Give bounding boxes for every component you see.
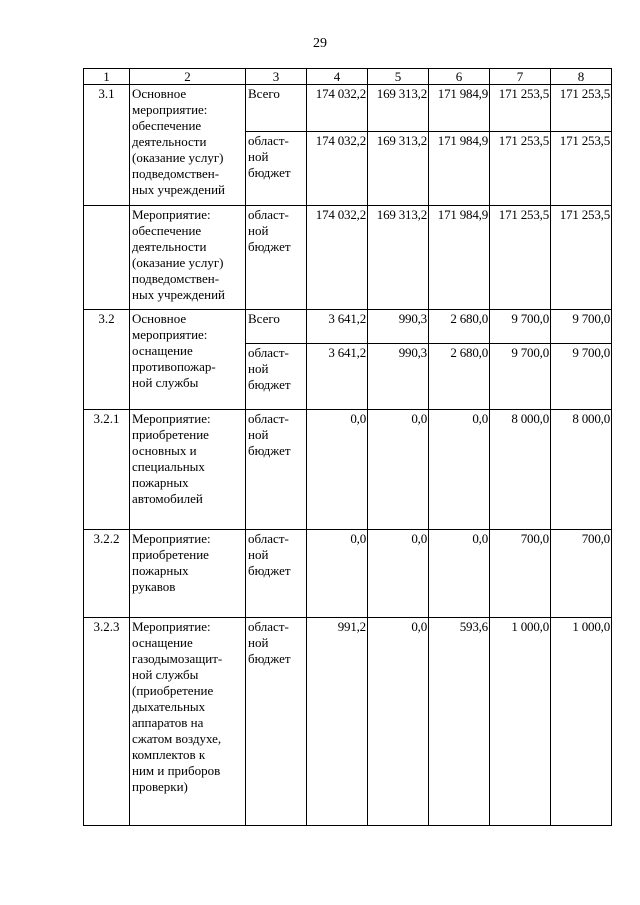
funding-source: [246, 410, 307, 530]
value-cell: 171 984,9: [429, 132, 490, 206]
funding-source: [246, 310, 307, 344]
value-cell: 171 253,5: [490, 132, 551, 206]
value-cell: 990,3: [368, 310, 429, 344]
value-cell: 9 700,0: [551, 344, 612, 410]
measure-name: [130, 85, 246, 206]
value-cell: 169 313,2: [368, 206, 429, 310]
value-cell: 3 641,2: [307, 310, 368, 344]
value-cell: 0,0: [429, 410, 490, 530]
value-cell: 3 641,2: [307, 344, 368, 410]
header-cell: 5: [368, 69, 429, 85]
value-cell: 0,0: [368, 530, 429, 618]
value-cell: 171 253,5: [490, 85, 551, 132]
measure-name-text: Мероприятие: приобретение пожарных рукавов: [132, 531, 211, 594]
value-cell: 991,2: [307, 618, 368, 826]
funding-source: [246, 530, 307, 618]
funding-source-text: област- ной бюджет: [248, 207, 291, 254]
table-row: [84, 310, 612, 344]
value-cell: 990,3: [368, 344, 429, 410]
header-cell: 3: [246, 69, 307, 85]
value-cell: 700,0: [551, 530, 612, 618]
value-cell: 700,0: [490, 530, 551, 618]
value-cell: 0,0: [307, 410, 368, 530]
funding-source: [246, 206, 307, 310]
value-cell: 1 000,0: [490, 618, 551, 826]
funding-source: [246, 132, 307, 206]
value-cell: 2 680,0: [429, 310, 490, 344]
measure-name: [130, 530, 246, 618]
measure-name-text: Мероприятие: обеспечение деятельности (оказание услуг) подведомствен- ных учреждений: [132, 207, 225, 302]
row-number: 3.2.2: [84, 530, 130, 618]
table-row: [84, 618, 612, 826]
row-number: 3.1: [84, 85, 130, 206]
table-row: [84, 410, 612, 530]
value-cell: 2 680,0: [429, 344, 490, 410]
value-cell: 174 032,2: [307, 85, 368, 132]
measure-name-text: Основное мероприятие: оснащение противопожар- ной службы: [132, 311, 216, 390]
value-cell: 0,0: [368, 618, 429, 826]
value-cell: 174 032,2: [307, 132, 368, 206]
header-cell: 2: [130, 69, 246, 85]
value-cell: 171 253,5: [551, 206, 612, 310]
value-cell: 9 700,0: [551, 310, 612, 344]
header-cell: 7: [490, 69, 551, 85]
funding-source-text: област- ной бюджет: [248, 531, 291, 578]
value-cell: 0,0: [307, 530, 368, 618]
funding-source: [246, 618, 307, 826]
value-cell: 174 032,2: [307, 206, 368, 310]
table-row: [84, 85, 612, 132]
header-cell: 6: [429, 69, 490, 85]
budget-table: [83, 68, 612, 826]
measure-name: [130, 310, 246, 410]
value-cell: 8 000,0: [551, 410, 612, 530]
value-cell: 171 253,5: [551, 85, 612, 132]
measure-name: [130, 410, 246, 530]
value-cell: 169 313,2: [368, 132, 429, 206]
value-cell: 9 700,0: [490, 344, 551, 410]
row-number: 3.2.1: [84, 410, 130, 530]
row-number: [84, 206, 130, 310]
value-cell: 0,0: [429, 530, 490, 618]
page-number: 29: [313, 36, 327, 51]
value-cell: 0,0: [368, 410, 429, 530]
measure-name-text: Мероприятие: приобретение основных и специальных пожарных автомобилей: [132, 411, 211, 506]
value-cell: 9 700,0: [490, 310, 551, 344]
header-cell: 1: [84, 69, 130, 85]
table-row: [84, 530, 612, 618]
funding-source-text: област- ной бюджет: [248, 133, 291, 180]
value-cell: 171 253,5: [551, 132, 612, 206]
funding-source-text: Всего: [248, 311, 280, 326]
value-cell: 169 313,2: [368, 85, 429, 132]
row-number: 3.2: [84, 310, 130, 410]
value-cell: 593,6: [429, 618, 490, 826]
value-cell: 171 984,9: [429, 206, 490, 310]
header-row: [84, 69, 612, 85]
funding-source: [246, 85, 307, 132]
funding-source-text: област- ной бюджет: [248, 345, 291, 392]
value-cell: 171 253,5: [490, 206, 551, 310]
value-cell: 171 984,9: [429, 85, 490, 132]
funding-source: [246, 344, 307, 410]
header-cell: 4: [307, 69, 368, 85]
measure-name-text: Основное мероприятие: обеспечение деятельности (оказание услуг) подведомствен- ных учреждений: [132, 86, 225, 197]
table-row: [84, 206, 612, 310]
funding-source-text: област- ной бюджет: [248, 619, 291, 666]
funding-source-text: област- ной бюджет: [248, 411, 291, 458]
value-cell: 1 000,0: [551, 618, 612, 826]
value-cell: 8 000,0: [490, 410, 551, 530]
row-number: 3.2.3: [84, 618, 130, 826]
measure-name: [130, 206, 246, 310]
funding-source-text: Всего: [248, 86, 280, 101]
measure-name: [130, 618, 246, 826]
measure-name-text: Мероприятие: оснащение газодымозащит- ной службы (приобретение дыхательных аппаратов на сжатом воздухе, комплектов к ним и приборов проверки): [132, 619, 223, 794]
header-cell: 8: [551, 69, 612, 85]
